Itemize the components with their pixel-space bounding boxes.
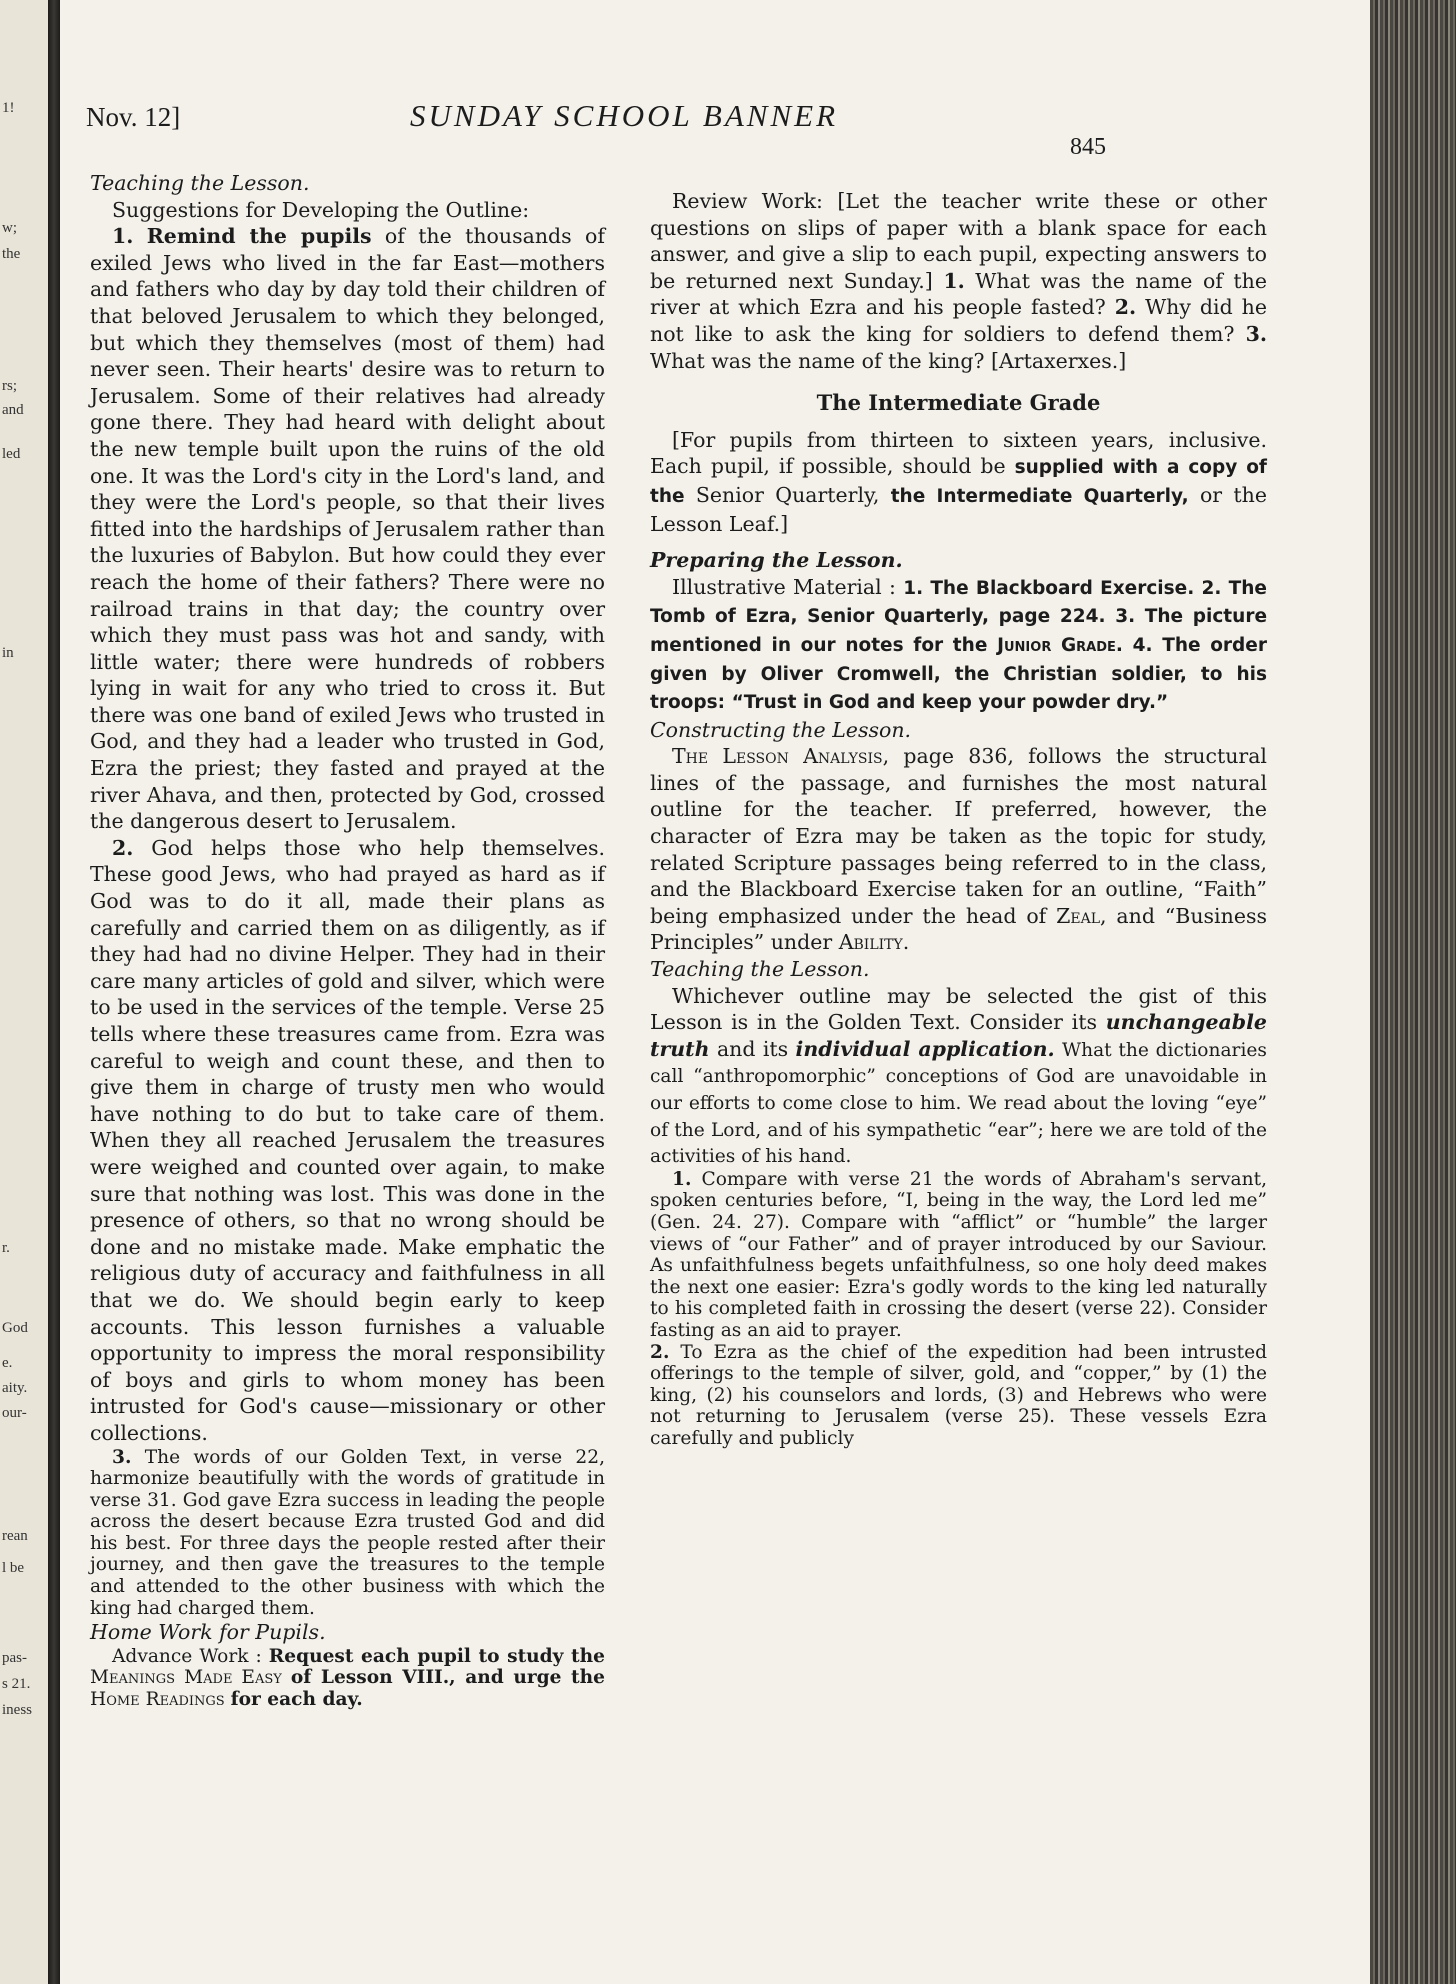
question-number: 2. bbox=[1114, 295, 1137, 320]
advance-meanings: Meanings Made Easy bbox=[90, 1667, 282, 1689]
illustrative-grade: Junior Grade. bbox=[997, 634, 1123, 656]
margin-fragment: and bbox=[2, 402, 24, 418]
grade-intro-text: Senior Quarterly, bbox=[695, 482, 880, 507]
illustrative-label: Illustrative Material : bbox=[672, 574, 896, 599]
margin-fragment: e. bbox=[2, 1355, 13, 1371]
suggestions-heading: Suggestions for Developing the Outline: bbox=[112, 197, 530, 222]
left-column bbox=[90, 170, 605, 1711]
teaching-emphasis: individual application. bbox=[795, 1036, 1055, 1061]
section-heading: Teaching the Lesson. bbox=[90, 171, 310, 195]
question-number: 1. bbox=[943, 268, 965, 293]
point-number: 1. bbox=[112, 224, 134, 249]
advance-text: Request each pupil to study the bbox=[268, 1645, 605, 1667]
teaching-intro bbox=[650, 983, 1267, 1169]
point-text: of the thousands of exiled Jews who lived in the far East—mothers and fathers who day by day told their children of that beloved Jerusalem to which they belonged, but which they themselves (most of them) had never seen. Their hearts' desire was to return to Jerusalem. Some of their relatives had already gone there. They had heard with delight about the new temple built upon the ruins of the old one. It was the Lord's city in the Lord's land, and they were the Lord's people, so that their lives fitted into the hardships of Jerusalem rather than the luxuries of Babylon. But how could they ever reach the home of their fathers? There were no railroad trains in that day; the country over which they must pass was hot and sandy, with little water; there were hundreds of robbers lying in wait for any who tried to cross it. But there was one band of exiled Jews who trusted in God, and they had a leader who trusted in God, Ezra the priest; they fasted and prayed at the river Ahava, and then, protected by God, crossed the dangerous desert to Jerusalem. bbox=[90, 224, 605, 834]
review-text: [Let the teacher write these or other questions on slips of paper with a blank space for each answer, and give a slip to each pupil, expecting answers to be returned next Sunday.] bbox=[650, 189, 1267, 293]
lesson-analysis bbox=[650, 743, 1267, 956]
point-text: God helps those who help themselves. These good Jews, who had prayed as hard as if God was to do it all, made their plans as carefully and carried them on as diligently, as if they had had no divine Helper. They had in their care many articles of gold and silver, which were to be used in the services of the temple. Verse 25 tells where these treasures came from. Ezra was careful to weigh and count these, and then to give them in charge of trusty men who would have nothing to do but to take care of them. When they all reached Jerusalem the treasures were weighed and counted over again, to make sure that nothing was lost. This was done in the presence of others, so that no wrong should be done and no mistake made. Make emphatic the religious duty of accuracy and faithfulness in all that we do. We should begin early to keep accounts. This lesson furnishes a valuable opportunity to impress the moral responsibility of boys and girls to whom money has been intrusted for God's cause—missionary or other collections. bbox=[90, 835, 605, 1445]
advance-label: Advance Work : bbox=[112, 1645, 262, 1667]
page-edge-stack bbox=[1370, 0, 1456, 1984]
header-title: SUNDAY SCHOOL BANNER bbox=[410, 98, 839, 133]
preparing-heading: Preparing the Lesson. bbox=[650, 548, 903, 573]
analysis-text: and “Business Principles” under bbox=[650, 903, 1267, 955]
right-column bbox=[650, 188, 1267, 1450]
margin-fragment: rean bbox=[2, 1528, 28, 1544]
review-work bbox=[650, 188, 1267, 374]
point-number: 3. bbox=[112, 1446, 132, 1468]
margin-fragment: our- bbox=[2, 1405, 27, 1421]
margin-fragment: r. bbox=[2, 1240, 10, 1256]
teaching-point-1 bbox=[650, 1169, 1267, 1342]
teaching-text: and its bbox=[716, 1036, 789, 1061]
grade-intro-text: or the Lesson Leaf.] bbox=[650, 482, 1267, 536]
grade-intro-bold: supplied with a copy of the bbox=[650, 457, 1267, 507]
question-text: What was the name of the king? [Artaxerxes.] bbox=[650, 348, 1127, 373]
point-text: To Ezra as the chief of the expedition had been intrusted offerings to the temple of silver, gold, and “copper,” by (1) the king, (2) his counselors and lords, (3) and Hebrews who were not returning to Jerusalem (verse 25). These vessels Ezra carefully and publicly bbox=[650, 1341, 1267, 1449]
question-text: What was the name of the river at which Ezra and his people fasted? bbox=[650, 268, 1267, 320]
margin-fragment: w; bbox=[2, 220, 17, 236]
teaching-text: What the dictionaries call “anthropomorphic” conceptions of God are unavoidable in our efforts to come close to him. We read about the loving “eye” of the Lord, and of his sympathetic “ear”; here we are told of the activities of his hand. bbox=[650, 1039, 1267, 1168]
analysis-text: page 836, follows the structural lines of the passage, and furnishes the most natural outline for the teacher. If preferred, however, the character of Ezra may be taken as the topic for study, related Scripture passages being referred to in the class, and the Blackboard Exercise taken for an outline, “Faith” being emphasized under the head of bbox=[650, 744, 1267, 928]
margin-fragment: l be bbox=[2, 1560, 25, 1576]
margin-fragment: pas- bbox=[2, 1650, 27, 1666]
margin-fragment: iness bbox=[2, 1702, 32, 1718]
grade-intro bbox=[650, 427, 1267, 537]
margin-fragment: rs; bbox=[2, 378, 17, 394]
margin-fragment: aity. bbox=[2, 1380, 28, 1396]
analysis-ability: Ability. bbox=[838, 930, 910, 955]
teaching-heading: Teaching the Lesson. bbox=[650, 957, 870, 982]
illustrative-item: 2. The Tomb of Ezra, Senior Quarterly, page 224. bbox=[650, 577, 1267, 628]
margin-fragment: s 21. bbox=[2, 1676, 31, 1692]
analysis-zeal: Zeal, bbox=[1056, 903, 1107, 928]
illustrative-material bbox=[650, 574, 1267, 717]
margin-fragment: in bbox=[2, 645, 14, 661]
point-number: 2. bbox=[650, 1341, 670, 1363]
grade-intro-text: [For pupils from thirteen to sixteen years, inclusive. Each pupil, if possible, should be bbox=[650, 427, 1267, 479]
constructing-heading: Constructing the Lesson. bbox=[650, 717, 912, 742]
page-number: 845 bbox=[1070, 134, 1106, 160]
teaching-emphasis: unchangeable truth bbox=[650, 1010, 1267, 1061]
teaching-point-2 bbox=[650, 1342, 1267, 1450]
margin-fragment: God bbox=[2, 1320, 28, 1336]
advance-work bbox=[90, 1646, 605, 1711]
question-text: Why did he not like to ask the king for soldiers to defend them? bbox=[650, 295, 1267, 346]
advance-text: for each day. bbox=[230, 1689, 363, 1711]
point-lead: Remind the pupils bbox=[146, 224, 372, 249]
advance-home-readings: Home Readings bbox=[90, 1689, 225, 1711]
advance-text: of Lesson VIII., and urge the bbox=[290, 1667, 605, 1689]
question-number: 3. bbox=[1245, 321, 1267, 346]
point-number: 1. bbox=[672, 1168, 692, 1190]
review-label: Review Work: bbox=[672, 189, 823, 213]
illustrative-item: 1. The Blackboard Exercise. bbox=[903, 577, 1195, 599]
illustrative-quote: “Trust in God and keep your powder dry.” bbox=[731, 692, 1169, 714]
teaching-text: Whichever outline may be selected the gist of this Lesson is in the Golden Text. Consider its bbox=[650, 983, 1267, 1035]
point-1 bbox=[90, 223, 605, 835]
grade-intro-bold: the Intermediate Quarterly, bbox=[890, 485, 1189, 507]
point-3 bbox=[90, 1447, 605, 1620]
point-text: Compare with verse 21 the words of Abraham's servant, spoken centuries before, “I, being in the way, the Lord led me” (Gen. 24. 27). Compare with “afflict” or “humble” the larger views of “our Father” and of prayer introduced by our Saviour. As unfaithfulness begets unfaithfulness, so one holy deed makes the next one easier: Ezra's godly words to the king led naturally to his completed faith in crossing the desert (verse 22). Consider fasting as an aid to prayer. bbox=[650, 1168, 1267, 1341]
point-number: 2. bbox=[112, 835, 134, 860]
running-header bbox=[60, 98, 1380, 160]
point-text: The words of our Golden Text, in verse 22, harmonize beautifully with the words of gratitude in verse 31. God gave Ezra success in leading the people across the desert because Ezra trusted God and did his best. For three days the people rested after their journey, and then gave the treasures to the temple and attended to the other business with which the king had charged them. bbox=[90, 1446, 605, 1619]
book-gutter bbox=[48, 0, 60, 1984]
margin-fragment: led bbox=[2, 446, 21, 462]
point-2 bbox=[90, 835, 605, 1447]
illustrative-item: 3. The picture mentioned in our notes for the bbox=[650, 606, 1267, 656]
header-date: Nov. 12] bbox=[86, 102, 181, 132]
illustrative-item: 4. The order given by Oliver Cromwell, the Christian soldier, to his troops: bbox=[650, 634, 1267, 714]
analysis-label: The Lesson Analysis, bbox=[672, 744, 890, 769]
margin-fragment: the bbox=[2, 246, 21, 262]
margin-fragment: 1! bbox=[2, 100, 15, 116]
page bbox=[60, 0, 1380, 1984]
home-work-heading: Home Work for Pupils. bbox=[90, 1620, 326, 1645]
grade-heading: The Intermediate Grade bbox=[816, 390, 1101, 416]
